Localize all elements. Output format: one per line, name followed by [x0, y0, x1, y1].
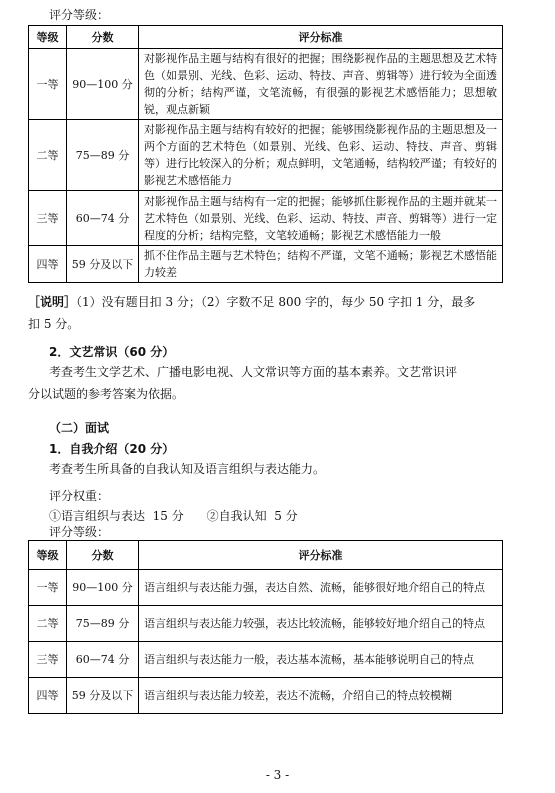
criteria-cell: 对影视作品主题与结构有一定的把握；能够抓住影视作品的主题并就某一艺术特色（如景别、光线、色彩、运动、特技、声音、剪辑等）进行一定程度的分析；结构完整，文笔较通畅；影视艺术感悟能力一般	[139, 191, 503, 246]
page-number: - 3 -	[265, 768, 290, 782]
col-header-grade: 等级	[29, 26, 67, 49]
score-cell: 90—100 分	[67, 49, 139, 120]
col-header-score: 分数	[67, 26, 139, 49]
grade-cell: 二等	[29, 606, 67, 642]
table-row	[29, 120, 503, 191]
criteria-cell: 对影视作品主题与结构有较好的把握；能够围绕影视作品的主题思想及一两个方面的艺术特色（如景别、光线、色彩、运动、特技、声音、剪辑等）进行比较深入的分析；观点鲜明，文笔通畅，结构较严谨；有较好的影视艺术感悟能力	[139, 120, 503, 191]
grade-cell: 一等	[29, 570, 67, 606]
score-cell: 90—100 分	[67, 570, 139, 606]
table1-caption: 评分等级：	[49, 8, 110, 22]
table-row	[29, 246, 503, 283]
table-row	[29, 570, 503, 606]
section2-heading: 2．文艺常识（60 分）	[49, 345, 175, 359]
interview-heading: （二）面试	[49, 421, 110, 435]
score-cell: 75—89 分	[67, 606, 139, 642]
col-header-criteria: 评分标准	[139, 541, 503, 570]
grade-cell: 二等	[29, 120, 67, 191]
col-header-criteria: 评分标准	[139, 26, 503, 49]
table-row	[29, 191, 503, 246]
col-header-grade: 等级	[29, 541, 67, 570]
section2-line-1: 考查考生文学艺术、广播电影电视、人文常识等方面的基本素养。文艺常识评	[49, 365, 458, 379]
score-cell: 75—89 分	[67, 120, 139, 191]
criteria-cell: 语言组织与表达能力较强，表达比较流畅，能够较好地介绍自己的特点	[139, 606, 503, 642]
criteria-cell: 语言组织与表达能力强，表达自然、流畅，能够很好地介绍自己的特点	[139, 570, 503, 606]
score-cell: 59 分及以下	[67, 678, 139, 714]
section2-line-2: 分以试题的参考答案为依据。	[28, 387, 185, 401]
col-header-score: 分数	[67, 541, 139, 570]
note-label: ［说明］	[28, 295, 77, 309]
note-line-2: 扣 5 分。	[28, 317, 80, 331]
grade-cell: 三等	[29, 642, 67, 678]
criteria-cell: 语言组织与表达能力一般，表达基本流畅，基本能够说明自己的特点	[139, 642, 503, 678]
weight-label: 评分权重：	[49, 489, 110, 503]
criteria-cell: 抓不住作品主题与艺术特色；结构不严谨，文笔不通畅；影视艺术感悟能力较差	[139, 246, 503, 283]
grading-table-1	[28, 25, 503, 283]
table2-caption: 评分等级：	[49, 525, 110, 539]
score-cell: 60—74 分	[67, 642, 139, 678]
weight-items: ①语言组织与表达 15 分 ②自我认知 5 分	[49, 509, 298, 523]
grading-table-2	[28, 540, 503, 714]
note-paragraph	[28, 293, 475, 310]
grade-cell: 一等	[29, 49, 67, 120]
score-cell: 60—74 分	[67, 191, 139, 246]
criteria-cell: 对影视作品主题与结构有很好的把握；围绕影视作品的主题思想及艺术特色（如景别、光线、色彩、运动、特技、声音、剪辑等）进行较为全面透彻的分析；结构严谨，文笔流畅，有很强的影视艺术感悟能力；思想敏锐，观点新颖	[139, 49, 503, 120]
note-line-1: （1）没有题目扣 3 分；（2）字数不足 800 字的，每少 50 字扣 1 分，最多	[76, 295, 476, 309]
table-row	[29, 642, 503, 678]
score-cell: 59 分及以下	[67, 246, 139, 283]
self-intro-heading: 1．自我介绍（20 分）	[49, 442, 175, 456]
criteria-cell: 语言组织与表达能力较差，表达不流畅，介绍自己的特点较模糊	[139, 678, 503, 714]
table-row	[29, 678, 503, 714]
grade-cell: 四等	[29, 246, 67, 283]
grade-cell: 三等	[29, 191, 67, 246]
table-row	[29, 49, 503, 120]
self-intro-desc: 考查考生所具备的自我认知及语言组织与表达能力。	[49, 462, 326, 476]
table-header-row	[29, 26, 503, 49]
grade-cell: 四等	[29, 678, 67, 714]
table-header-row	[29, 541, 503, 570]
table-row	[29, 606, 503, 642]
